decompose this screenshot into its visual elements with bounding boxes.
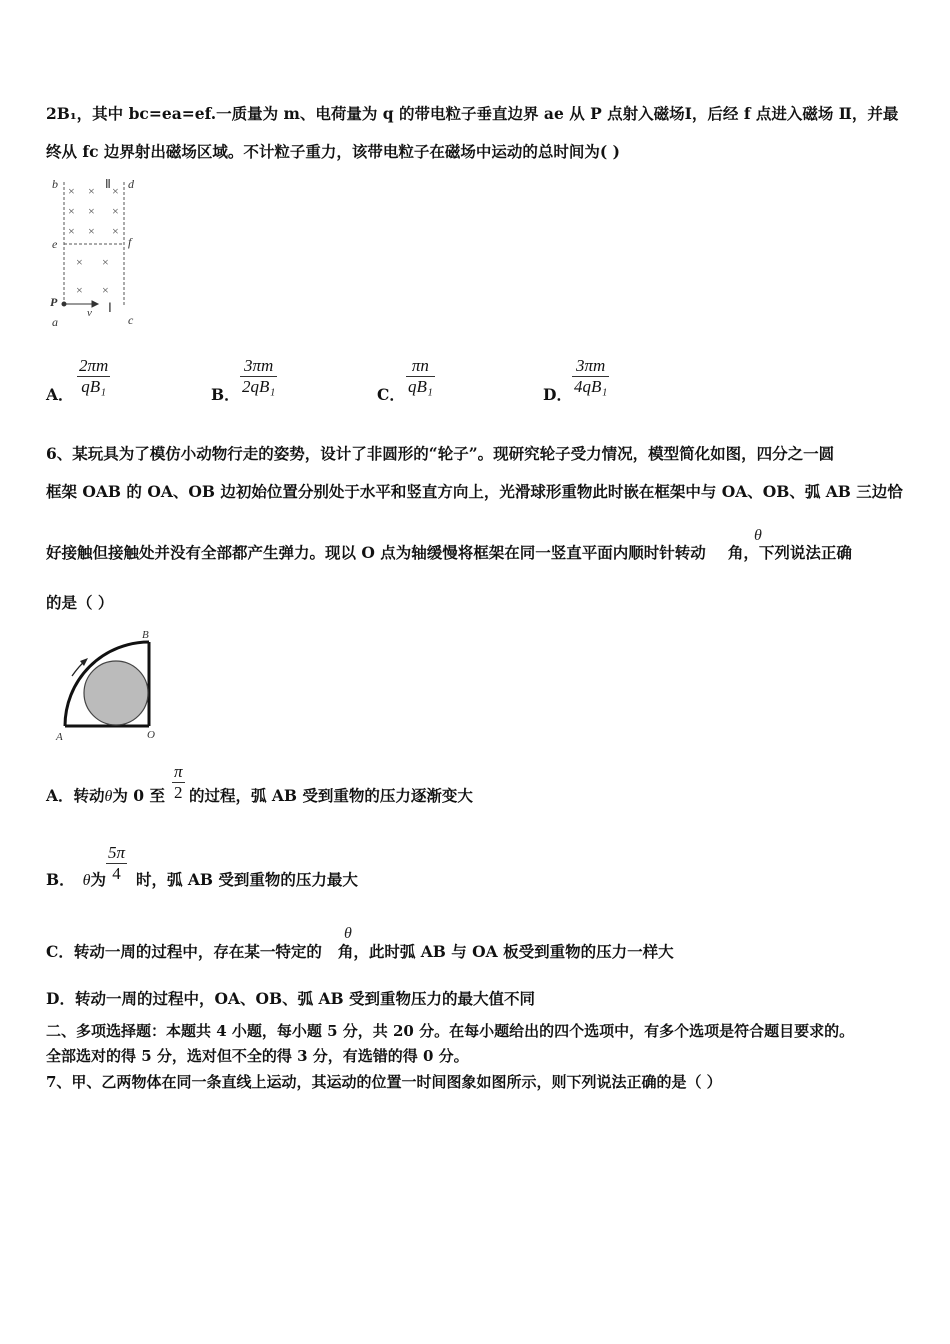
- q6-option-c[interactable]: [46, 940, 674, 962]
- q5-option-b-letter[interactable]: B．: [211, 385, 240, 404]
- field-x-mark: ×: [102, 283, 109, 297]
- label-A: A: [56, 731, 63, 743]
- theta-symbol: θ: [344, 925, 352, 942]
- field-x-mark: ×: [88, 204, 95, 218]
- q6-option-b-post: 时，弧 AB 受到重物的压力最大: [135, 870, 358, 889]
- q6-option-b-pre: B．: [46, 870, 75, 889]
- q6-option-a-mid: 为 0 至: [112, 786, 165, 805]
- q6-line3-text: 好接触但接触处并没有全部都产生弹力。现以 O 点为轴缓慢将框架在同一竖直平面内顺时针转动: [46, 543, 706, 562]
- label-P: P: [50, 295, 58, 309]
- heavy-ball: [84, 661, 148, 725]
- label-c: c: [128, 313, 134, 327]
- q5-option-a-denominator: qB₁: [81, 377, 107, 396]
- field-x-mark: ×: [102, 255, 109, 269]
- label-region-1: Ⅰ: [108, 300, 112, 315]
- q6-line2: 框架 OAB 的 OA、OB 边初始位置分别处于水平和竖直方向上，光滑球形重物此时嵌在框架中与 OA、OB、弧 AB 三边恰: [46, 482, 903, 501]
- q6-option-a-fraction: [172, 762, 185, 803]
- field-x-mark: ×: [112, 224, 119, 238]
- field-x-mark: ×: [68, 224, 75, 238]
- q5-option-c-fraction[interactable]: [406, 356, 435, 397]
- q6-option-a-numerator: π: [174, 762, 183, 781]
- field-x-mark: ×: [68, 184, 75, 198]
- q5-option-d-fraction[interactable]: [572, 356, 609, 397]
- rotation-arrow: [72, 658, 88, 676]
- q5-option-d-numerator: 3πm: [572, 356, 609, 377]
- q6-option-b-fraction: [106, 843, 127, 884]
- theta-symbol: θ: [82, 872, 91, 889]
- theta-symbol: θ: [754, 527, 762, 544]
- label-b: b: [52, 177, 58, 191]
- q6-option-b-mid: 为: [90, 870, 106, 889]
- label-region-2: Ⅱ: [105, 177, 111, 191]
- field-x-mark: ×: [68, 204, 75, 218]
- q5-option-c-letter[interactable]: C．: [377, 385, 405, 404]
- q5-option-a-fraction[interactable]: [77, 356, 110, 397]
- q6-option-b-numerator: 5π: [108, 843, 126, 862]
- q5-option-b-denominator: 2qB₁: [242, 377, 276, 396]
- q5-option-d-denominator: 4qB₁: [574, 377, 608, 396]
- q5-option-a-numerator: 2πm: [79, 356, 109, 375]
- q6-option-d[interactable]: D．转动一周的过程中，OA、OB、弧 AB 受到重物压力的最大值不同: [46, 989, 535, 1008]
- q6-option-c-pre: C．转动一周的过程中，存在某一特定的: [46, 942, 322, 961]
- label-f: f: [128, 235, 132, 249]
- section2-line2: 全部选对的得 5 分，选对但不全的得 3 分，有选错的得 0 分。: [46, 1047, 469, 1065]
- section2-line1: 二、多项选择题：本题共 4 小题，每小题 5 分，共 20 分。在每小题给出的四个选项中，有多个选项是符合题目要求的。: [46, 1022, 855, 1040]
- magnetic-field-figure: [46, 174, 146, 334]
- q6-option-a-pre: A．转动: [46, 786, 105, 805]
- field-x-mark: ×: [88, 224, 95, 238]
- label-O: O: [147, 729, 155, 741]
- quarter-circle-frame-figure: [52, 628, 162, 746]
- field-x-mark: ×: [88, 184, 95, 198]
- velocity-arrow: [62, 301, 98, 307]
- q6-option-a-post: 的过程，弧 AB 受到重物的压力逐渐变大: [188, 786, 473, 805]
- q5-option-d-letter[interactable]: D．: [543, 385, 572, 404]
- q5-option-c-denominator: qB₁: [408, 377, 433, 396]
- q6-line3: [46, 541, 852, 563]
- theta-symbol: θ: [104, 788, 113, 805]
- field-x-mark: ×: [76, 283, 83, 297]
- q6-option-c-post: 角，此时弧 AB 与 OA 板受到重物的压力一样大: [337, 942, 674, 961]
- label-a: a: [52, 315, 58, 329]
- label-e: e: [52, 237, 58, 251]
- q6-option-a-denominator: 2: [174, 783, 183, 802]
- q6-line3-tail: 角，下列说法正确: [727, 543, 852, 562]
- label-v: v: [87, 307, 92, 319]
- q5-option-a-letter[interactable]: A．: [46, 385, 74, 404]
- q6-option-b[interactable]: [46, 868, 358, 890]
- q6-line1: 6、某玩具为了模仿小动物行走的姿势，设计了非圆形的“轮子”。现研究轮子受力情况，模型简化如图，四分之一圆: [46, 444, 835, 463]
- q6-option-a[interactable]: [46, 784, 473, 806]
- q5-line1: 2B₁，其中 bc=ea=ef.一质量为 m、电荷量为 q 的带电粒子垂直边界 ae 从 P 点射入磁场Ⅰ，后经 f 点进入磁场 Ⅱ，并最: [46, 104, 899, 123]
- q5-option-b-numerator: 3πm: [240, 356, 277, 377]
- q5-option-b-fraction[interactable]: [240, 356, 277, 397]
- q5-line2: 终从 fc 边界射出磁场区域。不计粒子重力，该带电粒子在磁场中运动的总时间为( ): [46, 142, 620, 161]
- label-d: d: [128, 177, 134, 191]
- q7-line1: 7、甲、乙两物体在同一条直线上运动，其运动的位置一时间图象如图所示，则下列说法正确的是（ ）: [46, 1073, 722, 1091]
- label-B: B: [142, 629, 149, 641]
- field-x-mark: ×: [76, 255, 83, 269]
- q6-option-b-denominator: 4: [112, 864, 121, 883]
- q5-option-c-numerator: πn: [406, 356, 435, 377]
- field-x-mark: ×: [112, 184, 119, 198]
- q6-line4: 的是（ ）: [46, 593, 114, 612]
- field-x-mark: ×: [112, 204, 119, 218]
